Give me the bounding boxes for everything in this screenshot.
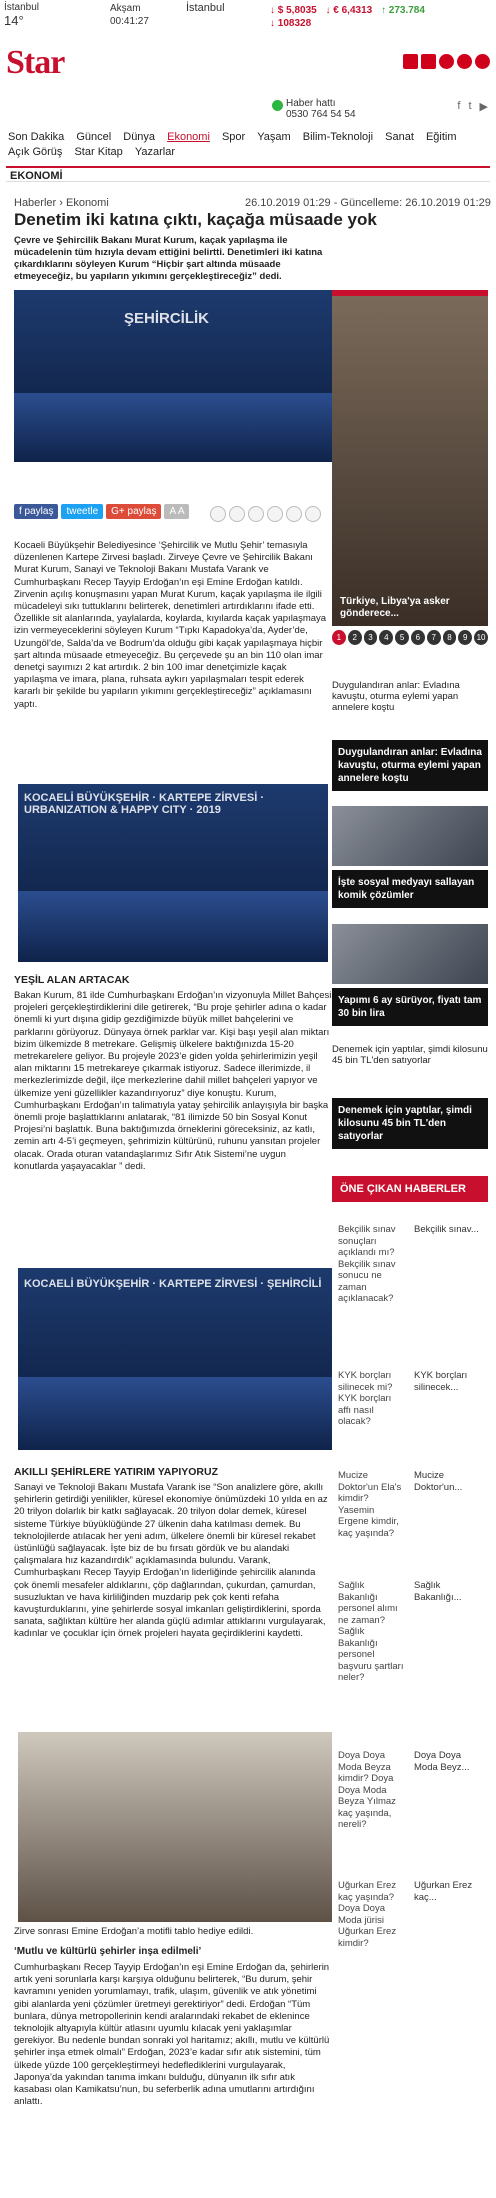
- article-image-1: ŞEHİRCİLİK: [14, 290, 332, 462]
- subheading-3: ‘Mutlu ve kültürlü şehirler inşa edilmeli’: [14, 1946, 202, 1957]
- side-news-item[interactable]: Duygulandıran anlar: Evladına kavuştu, oturma eylemi yapan annelere koştu: [332, 680, 460, 713]
- weather-temp: 14°: [4, 13, 24, 28]
- top-bar: [0, 0, 496, 40]
- side-news-item[interactable]: Denemek için yaptılar, şimdi kilosunu 45 bin TL'den satıyorlar: [332, 1044, 488, 1066]
- nav-egitim[interactable]: Eğitim: [425, 131, 457, 143]
- slider-dots: [332, 630, 488, 645]
- nav-son-dakika[interactable]: Son Dakika: [8, 131, 65, 143]
- nav-dunya[interactable]: Dünya: [123, 131, 156, 143]
- weather-city: İstanbul: [4, 2, 40, 13]
- popular-caption[interactable]: Türkiye, Libya'ya asker gönderece...: [340, 596, 450, 619]
- featured-news-heading: ÖNE ÇIKAN HABERLER: [332, 1176, 488, 1202]
- popular-slider[interactable]: [332, 296, 488, 626]
- header-icons: [403, 54, 490, 69]
- slider-dot[interactable]: 3: [364, 630, 378, 645]
- side-news-item[interactable]: Yapımı 6 ay sürüyor, fiyatı tam 30 bin lira: [332, 988, 488, 1026]
- article-lead: Çevre ve Şehircilik Bakanı Murat Kurum, kaçak yapılaşma ile mücadelenin tüm hızıyla devam ettiğini belirtti. Denetimleri iki katına çıkardıklarını söyleyen Kurum “Hiçbir şart altında müsaade etmeyeceğiz, bu yapıların yıkımını gerçekleştireceğiz” dedi.: [14, 235, 323, 282]
- slider-dot[interactable]: 6: [411, 630, 425, 645]
- facebook-icon[interactable]: f: [457, 100, 461, 112]
- slider-dot[interactable]: 1: [332, 630, 346, 645]
- slider-dot[interactable]: 2: [348, 630, 362, 645]
- article-dates: 26.10.2019 01:29 - Güncelleme: 26.10.2019 01:29: [245, 197, 491, 209]
- image-caption: Zirve sonrası Emine Erdoğan’a motifli tablo hediye edildi.: [14, 1926, 254, 1937]
- article-tools: [210, 506, 321, 522]
- google-share-button[interactable]: G+ paylaş: [106, 504, 161, 519]
- slider-dot[interactable]: 9: [458, 630, 472, 645]
- whatsapp-icon: [272, 100, 283, 111]
- facebook-share-button[interactable]: f paylaş: [14, 504, 58, 519]
- main-nav: [8, 130, 492, 160]
- article-image-3: KOCAELİ BÜYÜKŞEHİR · KARTEPE ZİRVESİ · ŞEHİRCİLİ: [18, 1268, 332, 1450]
- gallery-icon[interactable]: [421, 54, 436, 69]
- font-size-button[interactable]: A A: [164, 504, 189, 519]
- side-news-thumb[interactable]: [332, 806, 488, 866]
- article-image-4: [18, 1732, 332, 1922]
- gold-rate: ↑ 273.784: [381, 5, 425, 16]
- search-icon[interactable]: [475, 54, 490, 69]
- nav-sanat[interactable]: Sanat: [385, 131, 414, 143]
- prayer-time: Akşam 00:41:27: [110, 3, 149, 27]
- nav-bilim[interactable]: Bilim-Teknoloji: [302, 131, 374, 143]
- comment-icon[interactable]: [210, 506, 226, 522]
- more-icon[interactable]: [305, 506, 321, 522]
- slider-dot[interactable]: 5: [395, 630, 409, 645]
- article-paragraph-3: Sanayi ve Teknoloji Bakanı Mustafa Varank ise “Son analizlere göre, akıllı şehirlerin getirdiği yenilikler, küresel ekonomiye önümüzdeki 10 yılda en az 20 trilyon dolarlık bir katkı sağlayacak. 20 trilyon dolar demek, küresel sisteme Türkiye büyüklüğünde 27 ülkenin daha katılması demek. Bu teknolojilerde atılacak her yeni adım, ülkelere önemli bir küresel rekabet üstünlüğü sağlayacak. İşte biz de bu fırsatı gördük ve bu alandaki çalışmalara hız kazandırdık” açıklamasında bulundu. Varank, Cumhurbaşkanı Recep Tayyip Erdoğan’ın liderliğinde şehircilik alanında çok önemli mesafeler aldıklarını, çöp dağlarından, çukurdan, çamurdan, susuzluktan ve hava kirliliğinden muzdarip pek çok kenti refaha kavuşturduklarını, yine şehirlerde sosyal imkanları geliştirdiklerini, sporda sanata, sağlıktan kültüre her alanda güçlü adımlar attıklarını vurgulayarak, kadınlar ve çocuklar için örnek projeleri hayata geçirdiklerini kaydetti.: [14, 1482, 328, 1640]
- nav-ekonomi[interactable]: Ekonomi: [167, 131, 210, 143]
- nav-yasam[interactable]: Yaşam: [257, 131, 291, 143]
- site-logo[interactable]: Star: [6, 44, 65, 81]
- twitter-share-button[interactable]: tweetle: [61, 504, 103, 519]
- print-icon[interactable]: [229, 506, 245, 522]
- mail-icon[interactable]: [248, 506, 264, 522]
- article-paragraph-1: Kocaeli Büyükşehir Belediyesince ‘Şehircilik ve Mutlu Şehir’ temasıyla düzenlenen Kartepe Zirvesi başladı. Zirveye Çevre ve Şehircilik Bakanı Murat Kurum, Sanayi ve Teknoloji Bakanı Mustafa Varank ve Cumhurbaşkanı Recep Tayyip Erdoğan’ın eşi Emine Erdoğan katıldı. Zirvenin açılış konuşmasını yapan Murat Kurum, kaçak yapılaşma ile ilgili mücadeleyi sıkı tuttuklarını belirterek, denetimleri artırdıklarını ifade etti. Özellikle sit alanlarında, yaylalarda, koylarda, kıyılarda kaçak yapılaşmaya izin vermeyeceklerini söyleyen Kurum “Tıpkı Kapadokya’da, Ayder’de, Uzungöl’de, Salda’da ve Bodrum’da olduğu gibi kaçak yapılaşmaya hiçbir şart altında müsaade etmeyeceğiz. Bu çerçevede şu an bin 110 olan imar denetçi sayımızı 2 kat artırdık. 2 bin 100 imar denetçimizle kaçak yapılaşma ve imara, plana, ruhsata aykırı yapılaşmaları tespit ederek kararlı bir şekilde bu yapıların yıkımını gerçekleştireceğiz” açıklamasını yaptı.: [14, 540, 327, 710]
- slider-dot[interactable]: 7: [427, 630, 441, 645]
- slider-dot[interactable]: 8: [443, 630, 457, 645]
- section-title: EKONOMİ: [6, 166, 490, 182]
- nav-yazarlar[interactable]: Yazarlar: [134, 146, 175, 158]
- twitter-icon[interactable]: t: [468, 100, 472, 112]
- article-paragraph-4: Cumhurbaşkanı Recep Tayyip Erdoğan’ın eşi Emine Erdoğan da, şehirlerin artık yeni sorunlarla karşı karşıya olduğunu belirterek, “Bu durum, şehir kavramını yeniden yorumlamayı, trafik, ulaşım, güvenlik ve atık yönetimi gibi alanlarda yeni çözümler üretmeyi gerektiriyor” dedi. Erdoğan “Tüm bunlara, dünya metropollerinin kendi aralarındaki rekabet de eklenince teknolojik altyapıyla kültür atlasını uyumlu kılacak yeni yaklaşımlar gerekiyor. Bu nedenle bundan sonraki yol haritamız; akıllı, mutlu ve kültürlü şehirler inşa etmek olmalı” Erdoğan, 2023’e kadar sıfır atık sistemini, tüm ülkede yüzde 100 gerçekleştirmeyi hedeflediklerini vurgulayarak, Japonya’da yakından tanıma imkanı bulduğu, dünyanın ilk sıfır atık kasabası olan Kamikatsu’nun, bu seferberlik adına umutlarını artırdığını anlattı.: [14, 1962, 330, 2108]
- nav-star-kitap[interactable]: Star Kitap: [74, 146, 123, 158]
- eur-rate: ↓ € 6,4313: [325, 5, 373, 16]
- side-news-item[interactable]: İşte sosyal medyayı sallayan komik çözümler: [332, 870, 488, 908]
- link-icon[interactable]: [286, 506, 302, 522]
- side-news-thumb[interactable]: [332, 924, 488, 984]
- bookmark-icon[interactable]: [267, 506, 283, 522]
- article-image-2: KOCAELİ BÜYÜKŞEHİR · KARTEPE ZİRVESİ · URBANIZATION & HAPPY CITY · 2019: [18, 784, 328, 962]
- youtube-icon[interactable]: ▶: [479, 101, 488, 113]
- hotline[interactable]: Haber hattı 0530 764 54 54: [286, 98, 356, 120]
- bist-rate: ↓ 108328: [270, 18, 312, 29]
- side-news-item[interactable]: Duygulandıran anlar: Evladına kavuştu, oturma eylemi yapan annelere koştu: [332, 740, 488, 791]
- prayer-city[interactable]: İstanbul: [186, 2, 225, 14]
- market-ticker: [270, 4, 431, 30]
- weather: [4, 2, 39, 28]
- nav-guncel[interactable]: Güncel: [76, 131, 112, 143]
- social-links: [457, 100, 488, 113]
- article-paragraph-2: Bakan Kurum, 81 ilde Cumhurbaşkanı Erdoğan’ın vizyonuyla Millet Bahçesi projeleri gerçekleştirdiklerini dile getirerek, “Bu proje şehirler adına o kadar önemli ki yurt dışına gidip gezdiğimizde büyük millet bahçelerini ve parklarını görüyoruz. Dünyaya örnek parklar var. Kişi başı yeşil alan miktarı bizim ülkemizde 8 metrekare. Gelişmiş ülkelere baktığınızda 15-20 metrekarelere geliyor. Bu projeyle 2023’e giden yolda şehirlerimizin yeşil alan miktarını 15 metrekareye çıkarmak istiyoruz. Sadece illerimizde, il merkezlerimizde değil, ilçe merkezlerine dahil millet bahçeleri yapıyor ve ülkemize yeni güzellikler kazandırıyoruz” diye konuştu. Kurum, Cumhurbaşkanı Erdoğan’ın talimatıyla yatay şehircilik anlayışıyla bir başka önemli proje başlattıklarını anlatarak, “81 ilimizde 50 bin Sosyal Konut Projesi’ni başlattık. Buna baktığımızda örneklerini göreceksiniz, az katlı, zemin artı 4-5’i geçmeyen, şehrimizin kültürünü, ruhunu yansıtan projeler olacak. Orada oturan vatandaşlarımız Sıfır Atık Sistemi’ne uygun konutlarda yaşayacaklar ” dedi.: [14, 990, 332, 1172]
- slider-dot[interactable]: 4: [379, 630, 393, 645]
- share-bar: [14, 504, 189, 519]
- slider-dot[interactable]: 10: [474, 630, 488, 645]
- user-icon[interactable]: [457, 54, 472, 69]
- subheading-2: AKILLI ŞEHİRLERE YATIRIM YAPIYORUZ: [14, 1466, 219, 1478]
- subheading-1: YEŞİL ALAN ARTACAK: [14, 974, 130, 986]
- newspaper-icon[interactable]: [403, 54, 418, 69]
- breadcrumb: Haberler › Ekonomi: [14, 197, 109, 209]
- video-icon[interactable]: [439, 54, 454, 69]
- article-title: Denetim iki katına çıktı, kaçağa müsaade yok: [14, 210, 377, 229]
- nav-acik-gorus[interactable]: Açık Görüş: [8, 146, 63, 158]
- nav-spor[interactable]: Spor: [221, 131, 246, 143]
- side-news-item[interactable]: Denemek için yaptılar, şimdi kilosunu 45 bin TL'den satıyorlar: [332, 1098, 488, 1149]
- usd-rate: ↓ $ 5,8035: [270, 5, 317, 16]
